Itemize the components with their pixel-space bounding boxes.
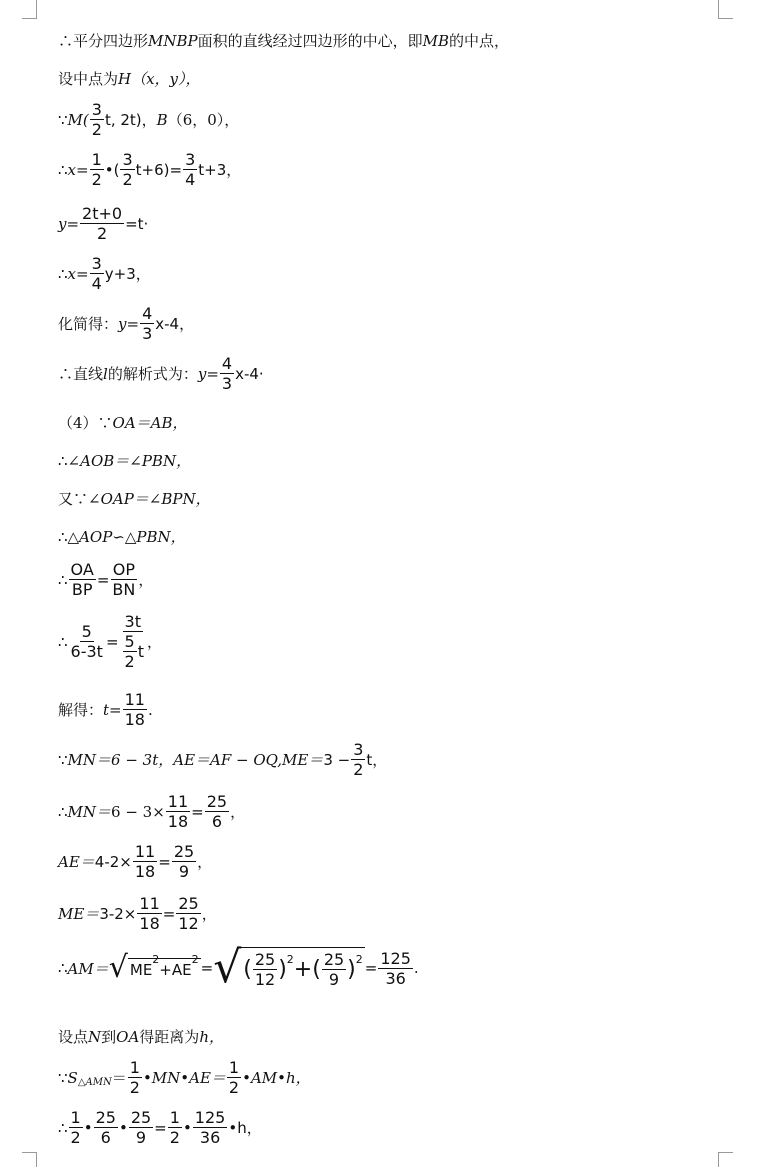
- text: =: [96, 570, 110, 589]
- numerator: 5: [124, 632, 135, 651]
- solution-line-11: [58, 488, 211, 509]
- text: t, 2t): [104, 110, 142, 129]
- text: 面积的直线经过四边形的中心，即: [197, 32, 423, 50]
- text: .: [147, 700, 153, 719]
- text: 解得：: [58, 701, 104, 719]
- solution-line-18: [58, 842, 212, 881]
- fraction: [90, 150, 104, 189]
- fraction: [69, 560, 96, 599]
- denominator: 4: [185, 170, 196, 189]
- text: OA: [116, 1027, 140, 1046]
- text: （6，0），: [167, 111, 240, 129]
- solution-line-8: [58, 354, 264, 393]
- numerator: 25: [323, 950, 345, 969]
- fraction: [120, 150, 134, 189]
- text: =: [200, 959, 214, 977]
- text: +(: [293, 957, 321, 982]
- denominator: BP: [71, 580, 93, 599]
- radical-sign-icon: √: [108, 950, 128, 985]
- text: t+6)=: [135, 160, 183, 179]
- numerator: 1: [228, 1058, 240, 1077]
- text: =: [105, 632, 119, 651]
- solution-line-15: [58, 690, 153, 729]
- fraction: [378, 949, 413, 988]
- text: ): [278, 957, 287, 982]
- fraction: [205, 792, 229, 831]
- fraction: [123, 632, 137, 671]
- denominator: 12: [254, 970, 276, 989]
- denominator: 18: [167, 812, 189, 831]
- solution-line-10: [58, 450, 191, 471]
- text: ∴: [58, 527, 68, 546]
- text: y=: [118, 314, 140, 333]
- fraction: [69, 1108, 83, 1147]
- numerator: 25: [254, 950, 276, 969]
- text: ∴: [58, 160, 68, 179]
- exponent: 2: [152, 953, 160, 966]
- denominator: 2: [96, 224, 108, 243]
- text: +AE: [159, 960, 192, 979]
- numerator: 1: [91, 150, 102, 169]
- text: （4）∵: [58, 414, 113, 432]
- numerator: 11: [167, 792, 189, 811]
- solution-line-12: [58, 526, 186, 547]
- text: ∴: [58, 1118, 68, 1137]
- fraction: [168, 1108, 182, 1147]
- denominator: 12: [178, 914, 199, 933]
- text: •: [118, 1118, 128, 1137]
- text: ∴: [58, 451, 68, 470]
- exponent: 2: [191, 953, 199, 966]
- denominator: 2: [122, 170, 133, 189]
- text: =: [364, 959, 378, 977]
- denominator: 2: [169, 1128, 180, 1147]
- text: .: [413, 959, 419, 977]
- text: t，: [366, 751, 388, 769]
- fraction: [128, 1058, 142, 1097]
- radicand: [128, 953, 201, 979]
- text: ，: [147, 633, 163, 651]
- text: M(: [67, 110, 89, 129]
- text: t: [137, 642, 144, 661]
- text: ∵: [58, 750, 68, 769]
- fraction: [227, 1058, 241, 1097]
- text: l: [103, 364, 108, 383]
- text: MN＝6 − 3t，AE＝AF − OQ,ME＝: [67, 751, 324, 769]
- text: x-4·: [235, 364, 264, 383]
- radical-sign-icon: √: [213, 942, 242, 993]
- text: ∵: [58, 110, 68, 129]
- fraction: [220, 354, 234, 393]
- numerator: 3: [91, 100, 102, 119]
- numerator: 5: [81, 622, 92, 641]
- text: •(: [104, 160, 120, 179]
- text: ME: [129, 960, 153, 979]
- text: ，: [197, 853, 213, 871]
- text: ，: [230, 803, 246, 821]
- solution-line-13: [58, 560, 153, 599]
- solution-line-19: [58, 894, 217, 933]
- text: ∴: [58, 632, 68, 651]
- solution-line-2: [58, 68, 201, 89]
- fraction: [166, 792, 190, 831]
- text: •h，: [228, 1119, 262, 1137]
- solution-line-20: [58, 942, 419, 993]
- text: 3-2×: [99, 904, 137, 923]
- text: ∴: [58, 570, 68, 589]
- fraction: [322, 950, 346, 989]
- text: t+3，: [198, 161, 242, 179]
- text: y=: [58, 214, 80, 233]
- numerator: 4: [142, 304, 153, 323]
- denominator: 2: [124, 652, 135, 671]
- solution-line-23: [58, 1108, 262, 1147]
- text: =: [158, 852, 171, 871]
- denominator: 36: [199, 1128, 221, 1147]
- numerator: 3t: [124, 612, 141, 631]
- text: H（x，y），: [118, 70, 201, 88]
- text: 的解析式为：: [107, 365, 198, 383]
- denominator: 2: [228, 1078, 240, 1097]
- text: =t·: [125, 214, 149, 233]
- denominator: 2: [91, 170, 102, 189]
- numerator: 1: [169, 1108, 180, 1127]
- numerator: 3: [122, 150, 133, 169]
- text: •MN•AE＝: [142, 1069, 226, 1087]
- solution-line-4: [58, 150, 241, 189]
- fraction: [137, 894, 161, 933]
- text: h，: [199, 1028, 224, 1046]
- fraction: [123, 690, 147, 729]
- denominator: 2: [91, 120, 102, 139]
- numerator: 125: [194, 1108, 226, 1127]
- text: ，: [138, 571, 154, 589]
- text: B: [156, 110, 168, 129]
- text: ＝: [111, 1069, 127, 1087]
- denominator: 18: [134, 862, 156, 881]
- text: ∴: [58, 264, 68, 283]
- fraction: [90, 100, 104, 139]
- text: 设中点为: [58, 70, 119, 88]
- numerator: 3: [91, 254, 102, 273]
- text: x-4，: [155, 315, 195, 333]
- numerator: 25: [173, 842, 195, 861]
- fraction: [140, 304, 154, 343]
- text: 6 − 3×: [111, 802, 165, 821]
- denominator: 3: [221, 374, 233, 393]
- numerator: 2t+0: [82, 204, 123, 223]
- fraction: [172, 842, 196, 881]
- solution-line-3: [58, 100, 239, 139]
- fraction: [80, 204, 124, 243]
- text: ∠AOB＝∠PBN，: [67, 452, 192, 470]
- fraction: [193, 1108, 228, 1147]
- text: △AOP∽△PBN，: [67, 528, 186, 546]
- subscript: △AMN: [77, 1077, 112, 1088]
- text: ，: [141, 111, 157, 129]
- text: ∴直线: [58, 365, 104, 383]
- text: •: [182, 1118, 192, 1137]
- solution-line-21: [58, 1026, 224, 1047]
- denominator: 9: [135, 1128, 147, 1147]
- denominator: [120, 632, 146, 671]
- text: 的中点，: [449, 32, 510, 50]
- crop-mark-top-right: [718, 0, 733, 19]
- fraction: [69, 622, 105, 661]
- text: ME＝: [58, 905, 100, 923]
- solution-line-22: [58, 1058, 311, 1097]
- text: =: [191, 802, 204, 821]
- denominator: 4: [91, 274, 102, 293]
- text: 4-2×: [94, 852, 132, 871]
- numerator: 11: [139, 894, 160, 913]
- text: x=: [67, 160, 89, 179]
- denominator: 36: [385, 968, 406, 988]
- fraction: [94, 1108, 118, 1147]
- solution-line-1: [58, 30, 509, 51]
- text: OA＝AB，: [112, 414, 188, 432]
- exponent: 2: [355, 953, 363, 966]
- fraction: [176, 894, 200, 933]
- crop-mark-bottom-left: [22, 1152, 37, 1167]
- text: =: [154, 1118, 167, 1137]
- fraction: [253, 950, 277, 989]
- fraction: [183, 150, 197, 189]
- denominator: 9: [328, 970, 340, 989]
- numerator: 25: [130, 1108, 152, 1127]
- solution-line-16: [58, 740, 387, 779]
- text: x=: [67, 264, 89, 283]
- numerator: 4: [221, 354, 233, 373]
- text: =: [162, 904, 176, 923]
- fraction: [90, 254, 104, 293]
- text: ∴: [58, 959, 68, 977]
- text: 到: [101, 1028, 117, 1046]
- text: AE＝: [58, 853, 95, 871]
- text: S: [67, 1068, 78, 1087]
- fraction: [129, 1108, 153, 1147]
- text: 设点: [58, 1028, 89, 1046]
- denominator: 6: [211, 812, 222, 831]
- text: ，: [201, 905, 217, 923]
- numerator: 25: [95, 1108, 116, 1127]
- exponent: 2: [286, 953, 294, 966]
- solution-line-7: [58, 304, 194, 343]
- numerator: 11: [124, 690, 145, 709]
- numerator: OA: [70, 560, 94, 579]
- text: •AM•h，: [242, 1069, 311, 1087]
- solution-line-5: [58, 204, 148, 243]
- denominator: 2: [129, 1078, 140, 1097]
- denominator: BN: [112, 580, 136, 599]
- text: N: [88, 1027, 102, 1046]
- text: MB: [422, 31, 450, 50]
- numerator: 11: [134, 842, 156, 861]
- numerator: 125: [380, 948, 411, 968]
- numerator: 1: [70, 1108, 81, 1127]
- numerator: 25: [206, 792, 228, 811]
- radicand: [241, 947, 365, 989]
- solution-line-6: [58, 254, 151, 293]
- text: (: [243, 957, 252, 982]
- fraction: [351, 740, 365, 779]
- text: ∠OAP＝∠BPN，: [88, 490, 211, 508]
- text: 又∵: [58, 490, 89, 508]
- square-root: [213, 942, 365, 993]
- text: y=: [197, 364, 219, 383]
- text: MN＝: [67, 803, 112, 821]
- text: ∵: [58, 1068, 68, 1087]
- crop-mark-top-left: [22, 0, 37, 19]
- text: ∴: [58, 802, 68, 821]
- denominator: 6: [100, 1128, 111, 1147]
- denominator: 18: [124, 710, 145, 729]
- text: 得距离为: [139, 1028, 200, 1046]
- numerator: 25: [178, 894, 199, 913]
- solution-line-17: [58, 792, 245, 831]
- text: 化简得：: [58, 315, 119, 333]
- denominator: 6-3t: [70, 642, 103, 661]
- text: AM＝: [67, 959, 109, 978]
- complex-fraction: [120, 612, 146, 671]
- denominator: 2: [353, 760, 364, 779]
- solution-line-14: [58, 612, 162, 671]
- denominator: 2: [70, 1128, 81, 1147]
- fraction: [110, 560, 137, 599]
- text: ∴平分四边形: [58, 32, 149, 50]
- text: 3 −: [323, 750, 351, 769]
- numerator: 3: [353, 740, 364, 759]
- text: •: [83, 1118, 93, 1137]
- square-root: [108, 950, 201, 985]
- denominator: 18: [139, 914, 160, 933]
- denominator: 9: [178, 862, 190, 881]
- text: ): [347, 957, 356, 982]
- text: y+3，: [104, 265, 151, 283]
- solution-line-9: [58, 412, 188, 433]
- numerator: 3: [185, 150, 196, 169]
- numerator: OP: [112, 560, 135, 579]
- text: MNBP: [148, 31, 198, 50]
- text: t=: [103, 700, 122, 719]
- crop-mark-bottom-right: [718, 1152, 733, 1167]
- fraction: [133, 842, 157, 881]
- numerator: 1: [129, 1058, 140, 1077]
- denominator: 3: [142, 324, 153, 343]
